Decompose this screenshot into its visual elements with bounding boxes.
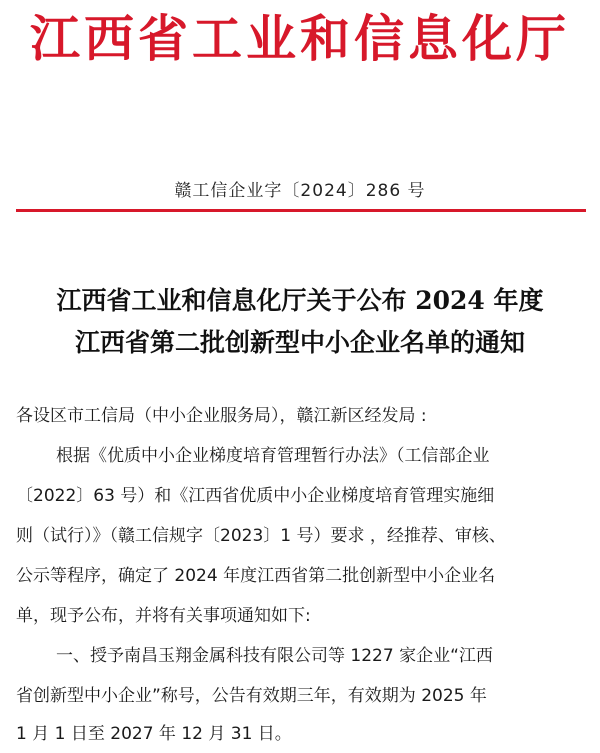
- paragraph-1-line: 〔2022〕63 号）和《江西省优质中小企业梯度培育管理实施细: [16, 486, 495, 506]
- paragraph-1-line: 根据《优质中小企业梯度培育管理暂行办法》（工信部企业: [56, 446, 490, 466]
- paragraph-1-line: 则（试行）》（赣工信规字〔2023〕1 号）要求 ，经推荐、审核、: [16, 526, 506, 546]
- paragraph-2-line: 一、授予南昌玉翔金属科技有限公司等 1227 家企业“江西: [56, 646, 493, 666]
- notice-title-line-2: 江西省第二批创新型中小企业名单的通知: [74, 328, 525, 357]
- paragraph-1-line: 公示等程序，确定了 2024 年度江西省第二批创新型中小企业名: [16, 566, 496, 586]
- paragraph-2-line: 1 月 1 日至 2027 年 12 月 31 日。: [16, 724, 292, 744]
- addressee-line: 各设区市工信局（中小企业服务局），赣江新区经发局 :: [16, 406, 427, 426]
- document-number: 赣工信企业字〔2024〕286 号: [174, 181, 426, 201]
- red-divider-line: [16, 209, 586, 212]
- paragraph-1-line: 单，现予公布，并将有关事项通知如下:: [16, 606, 311, 626]
- masthead-title: 江西省工业和信息化厅: [30, 9, 570, 68]
- notice-title-line-1: 江西省工业和信息化厅关于公布 2024 年度: [56, 286, 544, 315]
- paragraph-2-line: 省创新型中小企业”称号，公告有效期三年，有效期为 2025 年: [16, 686, 487, 706]
